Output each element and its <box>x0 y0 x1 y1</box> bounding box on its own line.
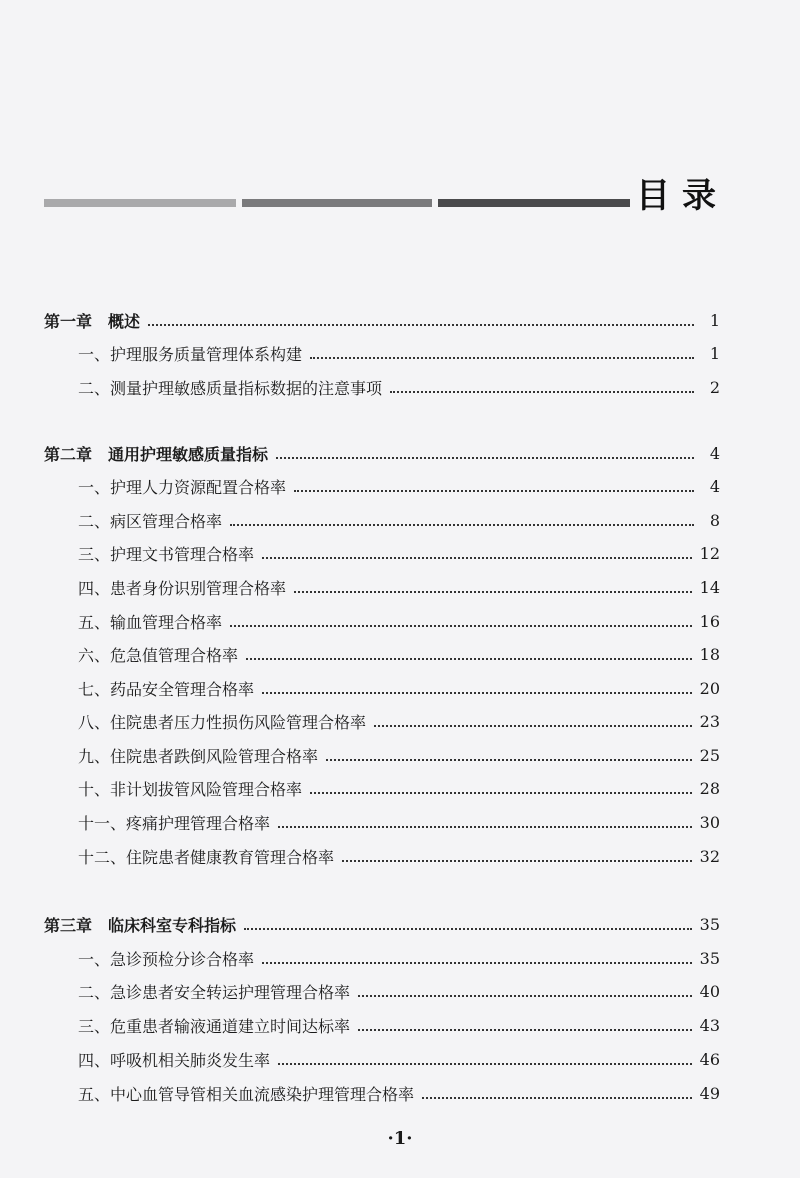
toc-entry-label: 六、危急值管理合格率 <box>78 645 239 665</box>
toc-entry-label: 四、患者身份识别管理合格率 <box>78 578 287 598</box>
dot-leader <box>358 995 692 997</box>
toc-entry-page: 4 <box>709 476 720 496</box>
toc-section-entry <box>78 674 720 702</box>
toc-chapter-entry <box>44 439 720 467</box>
toc-chapter-entry <box>44 306 720 334</box>
dot-leader <box>422 1097 692 1099</box>
toc-entry-page: 2 <box>709 377 720 397</box>
toc-entry-label: 二、病区管理合格率 <box>78 511 223 531</box>
toc-entry-label: 四、呼吸机相关肺炎发生率 <box>78 1050 271 1070</box>
toc-section-entry <box>78 506 720 534</box>
toc-entry-label: 十、非计划拔管风险管理合格率 <box>78 779 303 799</box>
toc-entry-label: 七、药品安全管理合格率 <box>78 679 255 699</box>
toc-section-entry <box>78 607 720 635</box>
dot-leader <box>326 759 692 761</box>
toc-entry-page: 14 <box>699 577 720 597</box>
toc-entry-label: 三、护理文书管理合格率 <box>78 544 255 564</box>
toc-entry-page: 43 <box>699 1015 720 1035</box>
toc-section-entry <box>78 373 720 401</box>
dot-leader <box>374 725 692 727</box>
title-rule-segment <box>44 199 236 207</box>
toc-section-entry <box>78 573 720 601</box>
toc-section-entry <box>78 539 720 567</box>
toc-section-entry <box>78 1011 720 1039</box>
title-rule-segment <box>242 199 432 207</box>
toc-entry-label: 五、中心血管导管相关血流感染护理管理合格率 <box>78 1084 415 1104</box>
toc-entry-page: 12 <box>699 543 720 563</box>
toc-section-entry <box>78 808 720 836</box>
toc-section-entry <box>78 977 720 1005</box>
toc-entry-page: 8 <box>709 510 720 530</box>
toc-section-entry <box>78 842 720 870</box>
dot-leader <box>278 826 692 828</box>
toc-entry-page: 23 <box>699 711 720 731</box>
toc-entry-page: 46 <box>699 1049 720 1069</box>
toc-section-entry <box>78 741 720 769</box>
dot-leader <box>262 962 692 964</box>
dot-leader <box>342 860 692 862</box>
toc-entry-page: 1 <box>709 310 720 330</box>
page-title: 目录 <box>636 176 728 216</box>
dot-leader <box>310 357 694 359</box>
toc-section-entry <box>78 640 720 668</box>
dot-leader <box>294 490 694 492</box>
dot-leader <box>230 625 692 627</box>
toc-entry-label: 第二章 通用护理敏感质量指标 <box>44 444 269 464</box>
dot-leader <box>230 524 694 526</box>
toc-entry-page: 4 <box>709 443 720 463</box>
toc-section-entry <box>78 1079 720 1107</box>
toc-entry-page: 20 <box>699 678 720 698</box>
dot-leader <box>262 692 692 694</box>
toc-entry-page: 25 <box>699 745 720 765</box>
toc-entry-page: 35 <box>699 948 720 968</box>
toc-entry-label: 一、护理服务质量管理体系构建 <box>78 344 303 364</box>
toc-entry-label: 二、急诊患者安全转运护理管理合格率 <box>78 982 351 1002</box>
title-rule-segment <box>438 199 630 207</box>
toc-section-entry <box>78 472 720 500</box>
toc-entry-label: 五、输血管理合格率 <box>78 612 223 632</box>
toc-chapter-entry <box>44 910 720 938</box>
toc-entry-label: 一、急诊预检分诊合格率 <box>78 949 255 969</box>
dot-leader <box>276 457 694 459</box>
toc-entry-page: 49 <box>699 1083 720 1103</box>
toc-entry-page: 1 <box>709 343 720 363</box>
dot-leader <box>390 391 694 393</box>
toc-entry-page: 18 <box>699 644 720 664</box>
toc-entry-label: 第一章 概述 <box>44 311 141 331</box>
dot-leader <box>294 591 692 593</box>
toc-entry-label: 十二、住院患者健康教育管理合格率 <box>78 847 335 867</box>
dot-leader <box>246 658 692 660</box>
toc-entry-page: 28 <box>699 778 720 798</box>
toc-section-entry <box>78 774 720 802</box>
toc-entry-label: 十一、疼痛护理管理合格率 <box>78 813 271 833</box>
dot-leader <box>244 928 692 930</box>
dot-leader <box>310 792 692 794</box>
dot-leader <box>278 1063 692 1065</box>
toc-entry-label: 八、住院患者压力性损伤风险管理合格率 <box>78 712 367 732</box>
toc-entry-page: 32 <box>699 846 720 866</box>
toc-entry-label: 第三章 临床科室专科指标 <box>44 915 237 935</box>
toc-section-entry <box>78 1045 720 1073</box>
dot-leader <box>148 324 694 326</box>
toc-entry-page: 30 <box>699 812 720 832</box>
toc-section-entry <box>78 707 720 735</box>
toc-entry-page: 35 <box>699 914 720 934</box>
dot-leader <box>358 1029 692 1031</box>
toc-entry-label: 一、护理人力资源配置合格率 <box>78 477 287 497</box>
toc-entry-label: 三、危重患者输液通道建立时间达标率 <box>78 1016 351 1036</box>
toc-entry-page: 16 <box>699 611 720 631</box>
toc-section-entry <box>78 339 720 367</box>
page-number: ·1· <box>387 1128 413 1149</box>
dot-leader <box>262 557 692 559</box>
toc-entry-page: 40 <box>699 981 720 1001</box>
toc-section-entry <box>78 944 720 972</box>
toc-entry-label: 九、住院患者跌倒风险管理合格率 <box>78 746 319 766</box>
toc-entry-label: 二、测量护理敏感质量指标数据的注意事项 <box>78 378 383 398</box>
